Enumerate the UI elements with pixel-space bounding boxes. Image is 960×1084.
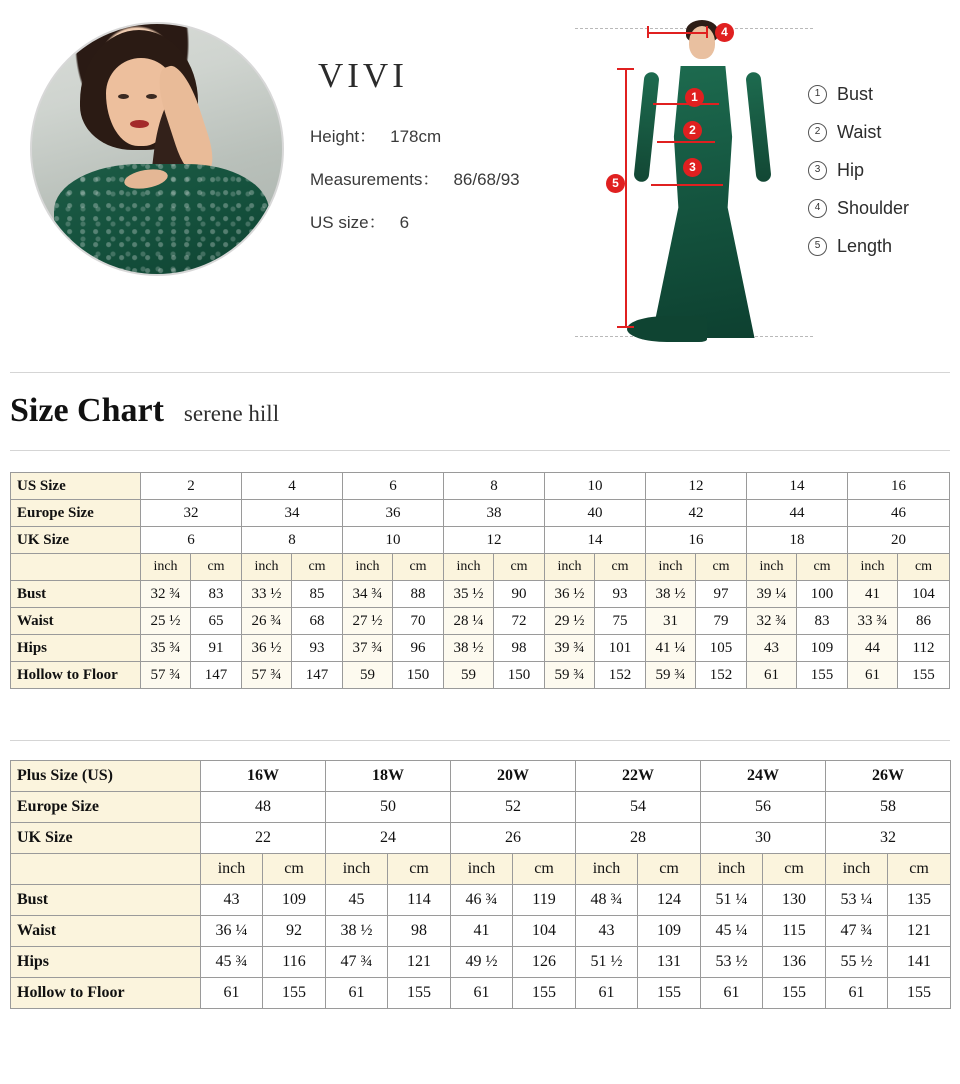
cell: 39 ¾ (545, 635, 595, 662)
cell: 47 ¾ (826, 916, 888, 947)
row-label: Bust (11, 885, 201, 916)
unit-cell: cm (797, 554, 848, 581)
table-row-hollow-to-floor (11, 662, 950, 689)
legend-number-icon: 3 (808, 161, 827, 180)
table-row-plus-size (11, 761, 951, 792)
cell: 116 (263, 947, 326, 978)
page-subtitle: serene hill (183, 401, 280, 426)
model-eye-left (118, 94, 129, 99)
unit-cell: inch (826, 854, 888, 885)
measurements-label: Measurements： (310, 170, 440, 189)
cell: 47 ¾ (326, 947, 388, 978)
cell: 36 ½ (242, 635, 292, 662)
cell: 28 (576, 823, 701, 854)
divider-top (10, 372, 950, 373)
length-tick-bottom (617, 326, 634, 328)
cell: 93 (292, 635, 343, 662)
row-label: Plus Size (US) (11, 761, 201, 792)
cell: 98 (494, 635, 545, 662)
row-label: Europe Size (11, 500, 141, 527)
row-label: Bust (11, 581, 141, 608)
cell: 29 ½ (545, 608, 595, 635)
cell: 8 (242, 527, 343, 554)
figure-arm-right (745, 72, 771, 183)
cell: 135 (888, 885, 951, 916)
cell: 32 (826, 823, 951, 854)
table-row-hips (11, 947, 951, 978)
cell: 155 (263, 978, 326, 1009)
size-chart-title (10, 392, 279, 430)
cell: 26 ¾ (242, 608, 292, 635)
cell: 54 (576, 792, 701, 823)
unit-cell: inch (848, 554, 898, 581)
legend-number-icon: 4 (808, 199, 827, 218)
row-label-empty (11, 854, 201, 885)
model-header-section (0, 0, 960, 360)
legend-label: Waist (837, 122, 882, 142)
cell: 61 (848, 662, 898, 689)
cell: 119 (513, 885, 576, 916)
row-label: Waist (11, 916, 201, 947)
cell: 37 ¾ (343, 635, 393, 662)
table-row-europe-size (11, 500, 950, 527)
cell: 45 ¾ (201, 947, 263, 978)
cell: 61 (826, 978, 888, 1009)
row-label: UK Size (11, 527, 141, 554)
table-row-hips (11, 635, 950, 662)
cell: 10 (545, 473, 646, 500)
shoulder-tick-left (647, 26, 649, 38)
model-lips (130, 120, 149, 128)
cell: 85 (292, 581, 343, 608)
cell: 155 (513, 978, 576, 1009)
cell: 75 (595, 608, 646, 635)
cell: 45 ¼ (701, 916, 763, 947)
cell: 126 (513, 947, 576, 978)
cell: 155 (388, 978, 451, 1009)
cell: 92 (263, 916, 326, 947)
table-row-uk-size (11, 823, 951, 854)
cell: 46 ¾ (451, 885, 513, 916)
cell: 4 (242, 473, 343, 500)
cell: 152 (595, 662, 646, 689)
cell: 14 (545, 527, 646, 554)
table-row-bust (11, 581, 950, 608)
unit-cell: inch (326, 854, 388, 885)
cell: 22W (576, 761, 701, 792)
cell: 104 (513, 916, 576, 947)
cell: 130 (763, 885, 826, 916)
cell: 27 ½ (343, 608, 393, 635)
model-photo-circle (30, 22, 284, 276)
figure-model (643, 20, 763, 342)
unit-cell: inch (201, 854, 263, 885)
cell: 50 (326, 792, 451, 823)
cell: 41 ¼ (646, 635, 696, 662)
cell: 109 (263, 885, 326, 916)
unit-cell: inch (242, 554, 292, 581)
unit-cell: cm (763, 854, 826, 885)
standard-size-table-wrap (10, 472, 950, 689)
cell: 150 (494, 662, 545, 689)
cell: 35 ¾ (141, 635, 191, 662)
row-label: Hips (11, 947, 201, 978)
cell: 43 (747, 635, 797, 662)
standard-size-table (10, 472, 950, 689)
unit-cell: inch (576, 854, 638, 885)
row-label: Hollow to Floor (11, 978, 201, 1009)
cell: 44 (747, 500, 848, 527)
badge-bust: 1 (685, 88, 704, 107)
unit-cell: cm (898, 554, 950, 581)
cell: 101 (595, 635, 646, 662)
cell: 98 (388, 916, 451, 947)
cell: 24W (701, 761, 826, 792)
table-row-us-size (11, 473, 950, 500)
cell: 31 (646, 608, 696, 635)
cell: 16 (646, 527, 747, 554)
unit-cell: cm (888, 854, 951, 885)
cell: 56 (701, 792, 826, 823)
cell: 2 (141, 473, 242, 500)
cell: 155 (638, 978, 701, 1009)
cell: 65 (191, 608, 242, 635)
cell: 41 (451, 916, 513, 947)
unit-cell: cm (595, 554, 646, 581)
cell: 34 (242, 500, 343, 527)
cell: 150 (393, 662, 444, 689)
cell: 46 (848, 500, 950, 527)
cell: 20 (848, 527, 950, 554)
unit-cell: cm (388, 854, 451, 885)
cell: 14 (747, 473, 848, 500)
unit-cell: inch (141, 554, 191, 581)
unit-cell: inch (343, 554, 393, 581)
unit-cell: cm (263, 854, 326, 885)
cell: 41 (848, 581, 898, 608)
cell: 25 ½ (141, 608, 191, 635)
badge-hip: 3 (683, 158, 702, 177)
cell: 52 (451, 792, 576, 823)
cell: 61 (701, 978, 763, 1009)
cell: 97 (696, 581, 747, 608)
cell: 57 ¾ (242, 662, 292, 689)
table-row-bust (11, 885, 951, 916)
legend-item-bust (808, 84, 909, 105)
figure-train (627, 316, 707, 342)
legend-item-hip (808, 160, 909, 181)
cell: 83 (191, 581, 242, 608)
model-eye-right (146, 94, 157, 99)
cell: 72 (494, 608, 545, 635)
height-value: 178cm (390, 127, 442, 146)
cell: 44 (848, 635, 898, 662)
cell: 114 (388, 885, 451, 916)
plus-size-table-wrap (10, 760, 950, 1009)
cell: 83 (797, 608, 848, 635)
cell: 61 (747, 662, 797, 689)
hip-measure-line (651, 184, 723, 186)
legend-number-icon: 1 (808, 85, 827, 104)
ussize-label: US size： (310, 213, 386, 232)
shoulder-tick-right (706, 26, 708, 38)
row-label: US Size (11, 473, 141, 500)
cell: 36 (343, 500, 444, 527)
cell: 26W (826, 761, 951, 792)
cell: 20W (451, 761, 576, 792)
cell: 155 (898, 662, 950, 689)
cell: 61 (201, 978, 263, 1009)
measurement-figure (575, 6, 815, 351)
cell: 57 ¾ (141, 662, 191, 689)
legend-number-icon: 2 (808, 123, 827, 142)
unit-cell: cm (191, 554, 242, 581)
cell: 6 (343, 473, 444, 500)
divider-between-tables (10, 740, 950, 741)
cell: 18W (326, 761, 451, 792)
waist-measure-line (657, 141, 715, 143)
cell: 51 ½ (576, 947, 638, 978)
cell: 100 (797, 581, 848, 608)
cell: 155 (797, 662, 848, 689)
row-label: Europe Size (11, 792, 201, 823)
cell: 8 (444, 473, 545, 500)
cell: 48 ¾ (576, 885, 638, 916)
ussize-value: 6 (399, 213, 410, 232)
figure-head (689, 26, 715, 59)
cell: 55 ½ (826, 947, 888, 978)
page-title: Size Chart (10, 392, 164, 429)
cell: 70 (393, 608, 444, 635)
cell: 32 (141, 500, 242, 527)
unit-cell: inch (451, 854, 513, 885)
cell: 38 ½ (326, 916, 388, 947)
cell: 39 ¼ (747, 581, 797, 608)
cell: 88 (393, 581, 444, 608)
cell: 51 ¼ (701, 885, 763, 916)
row-label-empty (11, 554, 141, 581)
cell: 59 (444, 662, 494, 689)
cell: 53 ½ (701, 947, 763, 978)
cell: 124 (638, 885, 701, 916)
cell: 24 (326, 823, 451, 854)
legend-item-waist (808, 122, 909, 143)
table-row-units (11, 554, 950, 581)
cell: 38 (444, 500, 545, 527)
model-measurements-row (310, 165, 580, 190)
cell: 155 (763, 978, 826, 1009)
cell: 35 ½ (444, 581, 494, 608)
legend-label: Hip (837, 160, 865, 180)
unit-cell: cm (292, 554, 343, 581)
cell: 91 (191, 635, 242, 662)
cell: 131 (638, 947, 701, 978)
legend-label: Length (837, 236, 893, 256)
cell: 61 (326, 978, 388, 1009)
cell: 6 (141, 527, 242, 554)
cell: 90 (494, 581, 545, 608)
unit-cell: inch (444, 554, 494, 581)
cell: 79 (696, 608, 747, 635)
table-row-europe-size (11, 792, 951, 823)
unit-cell: cm (696, 554, 747, 581)
length-tick-top (617, 68, 634, 70)
height-label: Height： (310, 127, 377, 146)
legend-label: Shoulder (837, 198, 910, 218)
cell: 58 (826, 792, 951, 823)
cell: 48 (201, 792, 326, 823)
cell: 28 ¼ (444, 608, 494, 635)
cell: 152 (696, 662, 747, 689)
divider-below-title (10, 450, 950, 451)
cell: 43 (576, 916, 638, 947)
table-row-hollow-to-floor (11, 978, 951, 1009)
cell: 121 (388, 947, 451, 978)
row-label: Hips (11, 635, 141, 662)
cell: 45 (326, 885, 388, 916)
cell: 32 ¾ (141, 581, 191, 608)
cell: 105 (696, 635, 747, 662)
cell: 32 ¾ (747, 608, 797, 635)
cell: 16 (848, 473, 950, 500)
row-label: Waist (11, 608, 141, 635)
cell: 59 ¾ (646, 662, 696, 689)
table-row-waist (11, 916, 951, 947)
legend-item-shoulder (808, 198, 909, 219)
legend-item-length (808, 236, 909, 257)
cell: 86 (898, 608, 950, 635)
cell: 68 (292, 608, 343, 635)
model-photo (32, 24, 282, 274)
unit-cell: inch (701, 854, 763, 885)
measurement-legend (808, 84, 909, 274)
figure-gown (647, 66, 759, 338)
table-row-uk-size (11, 527, 950, 554)
cell: 26 (451, 823, 576, 854)
plus-size-table (10, 760, 951, 1009)
cell: 30 (701, 823, 826, 854)
figure-arm-left (633, 72, 659, 183)
unit-cell: inch (747, 554, 797, 581)
cell: 121 (888, 916, 951, 947)
brand-name: VIVI (318, 56, 408, 95)
cell: 136 (763, 947, 826, 978)
row-label: Hollow to Floor (11, 662, 141, 689)
table-row-units (11, 854, 951, 885)
cell: 115 (763, 916, 826, 947)
model-ussize-row (310, 208, 580, 233)
cell: 59 (343, 662, 393, 689)
cell: 147 (292, 662, 343, 689)
cell: 36 ¼ (201, 916, 263, 947)
cell: 61 (576, 978, 638, 1009)
shoulder-measure-line (647, 32, 707, 34)
unit-cell: cm (494, 554, 545, 581)
measurements-value: 86/68/93 (453, 170, 520, 189)
cell: 36 ½ (545, 581, 595, 608)
badge-waist: 2 (683, 121, 702, 140)
legend-label: Bust (837, 84, 874, 104)
cell: 93 (595, 581, 646, 608)
unit-cell: inch (646, 554, 696, 581)
cell: 49 ½ (451, 947, 513, 978)
cell: 33 ¾ (848, 608, 898, 635)
cell: 141 (888, 947, 951, 978)
cell: 12 (444, 527, 545, 554)
cell: 22 (201, 823, 326, 854)
unit-cell: inch (545, 554, 595, 581)
cell: 38 ½ (444, 635, 494, 662)
model-height-row (310, 122, 580, 147)
cell: 43 (201, 885, 263, 916)
unit-cell: cm (638, 854, 701, 885)
brand-info-block (310, 56, 580, 251)
cell: 34 ¾ (343, 581, 393, 608)
cell: 155 (888, 978, 951, 1009)
cell: 40 (545, 500, 646, 527)
badge-shoulder: 4 (715, 23, 734, 42)
unit-cell: cm (513, 854, 576, 885)
cell: 109 (797, 635, 848, 662)
cell: 53 ¼ (826, 885, 888, 916)
length-measure-line (625, 68, 627, 326)
cell: 12 (646, 473, 747, 500)
cell: 147 (191, 662, 242, 689)
badge-length: 5 (606, 174, 625, 193)
cell: 33 ½ (242, 581, 292, 608)
unit-cell: cm (393, 554, 444, 581)
cell: 104 (898, 581, 950, 608)
cell: 16W (201, 761, 326, 792)
cell: 42 (646, 500, 747, 527)
row-label: UK Size (11, 823, 201, 854)
cell: 96 (393, 635, 444, 662)
cell: 61 (451, 978, 513, 1009)
legend-number-icon: 5 (808, 237, 827, 256)
cell: 10 (343, 527, 444, 554)
cell: 109 (638, 916, 701, 947)
cell: 59 ¾ (545, 662, 595, 689)
cell: 112 (898, 635, 950, 662)
cell: 18 (747, 527, 848, 554)
table-row-waist (11, 608, 950, 635)
cell: 38 ½ (646, 581, 696, 608)
